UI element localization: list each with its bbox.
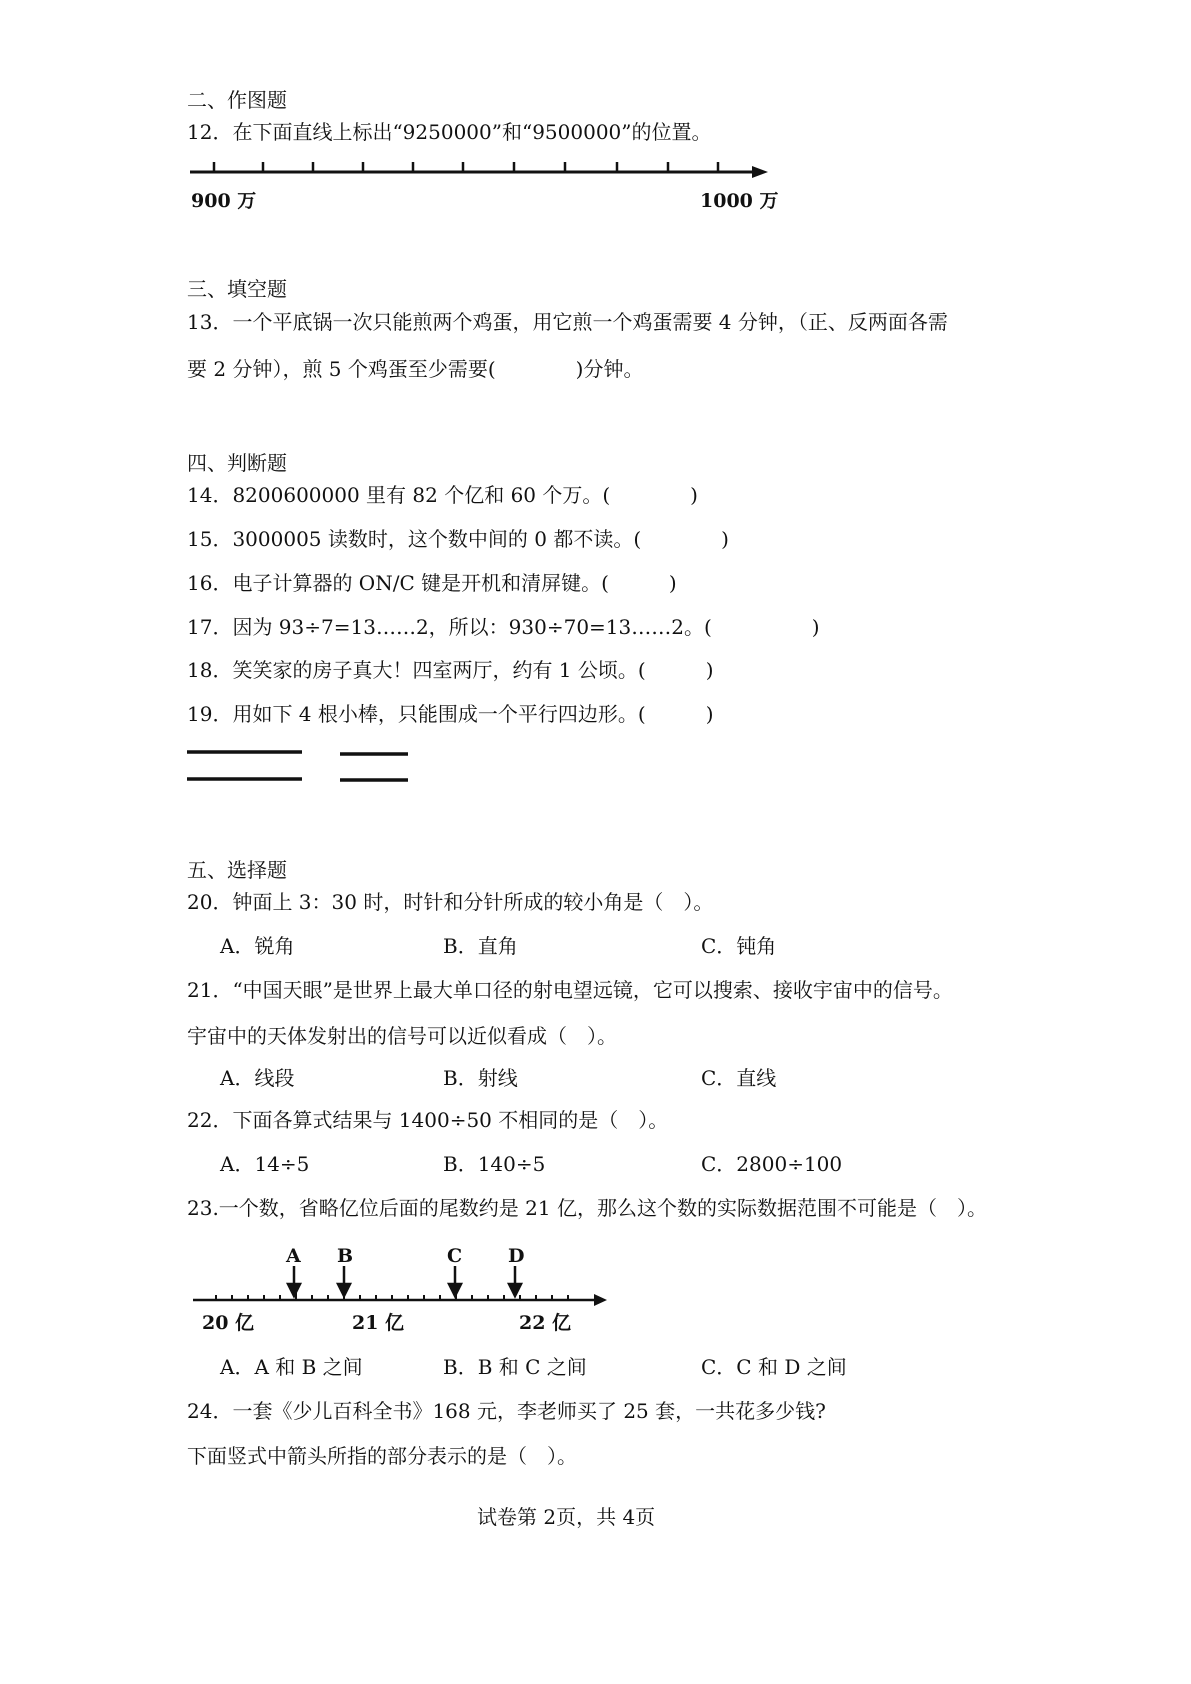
question-13-line1: 13．一个平底锅一次只能煎两个鸡蛋，用它煎一个鸡蛋需要 4 分钟，（正、反两面各需 xyxy=(187,310,948,334)
question-24-line2: 下面竖式中箭头所指的部分表示的是（ ）。 xyxy=(187,1444,577,1468)
numberline-start-label: 900 万 xyxy=(191,190,257,212)
section-heading-fill-blank: 三、填空题 xyxy=(187,277,287,301)
tick-label-22: 22 亿 xyxy=(519,1312,572,1334)
question-21-line2: 宇宙中的天体发射出的信号可以近似看成（ ）。 xyxy=(187,1024,617,1048)
question-17: 17．因为 93÷7=13……2，所以：930÷70=13……2。( ) xyxy=(187,615,820,639)
question-21-line1: 21．“中国天眼”是世界上最大单口径的射电望远镜，它可以搜索、接收宇宙中的信号。 xyxy=(187,978,953,1002)
question-22: 22．下面各算式结果与 1400÷50 不相同的是（ ）。 xyxy=(187,1108,669,1132)
q22-option-b: B．140÷5 xyxy=(443,1152,546,1176)
q20-option-c: C．钝角 xyxy=(701,934,777,958)
tick-label-20: 20 亿 xyxy=(202,1312,255,1334)
arrow-label-a: A xyxy=(286,1245,301,1267)
question-24-line1: 24．一套《少儿百科全书》168 元，李老师买了 25 套，一共花多少钱? xyxy=(187,1399,826,1423)
question-16: 16．电子计算器的 ON/C 键是开机和清屏键。( ) xyxy=(187,571,677,595)
question-23: 23.一个数，省略亿位后面的尾数约是 21 亿，那么这个数的实际数据范围不可能是（ ）。 xyxy=(187,1196,987,1220)
question-19: 19．用如下 4 根小棒，只能围成一个平行四边形。( ) xyxy=(187,702,714,726)
question-18: 18．笑笑家的房子真大！四室两厅，约有 1 公顷。( ) xyxy=(187,658,714,682)
section-heading-drawing: 二、作图题 xyxy=(187,88,287,112)
arrow-label-d: D xyxy=(508,1245,525,1267)
arrow-label-b: B xyxy=(337,1245,354,1267)
arrow-label-c: C xyxy=(447,1245,463,1267)
question-20: 20．钟面上 3：30 时，时针和分针所成的较小角是（ ）。 xyxy=(187,890,714,914)
tick-label-21: 21 亿 xyxy=(352,1312,405,1334)
q23-option-a: A．A 和 B 之间 xyxy=(220,1355,363,1379)
q23-option-c: C．C 和 D 之间 xyxy=(701,1355,847,1379)
section-heading-choice: 五、选择题 xyxy=(187,858,287,882)
question-14: 14．8200600000 里有 82 个亿和 60 个万。( ) xyxy=(187,483,698,507)
q22-option-a: A．14÷5 xyxy=(220,1152,310,1176)
question-15: 15．3000005 读数时，这个数中间的 0 都不读。( ) xyxy=(187,527,729,551)
numberline-end-label: 1000 万 xyxy=(700,190,779,212)
q21-option-a: A．线段 xyxy=(220,1066,295,1090)
q23-option-b: B．B 和 C 之间 xyxy=(443,1355,587,1379)
question-13-line2: 要 2 分钟），煎 5 个鸡蛋至少需要( )分钟。 xyxy=(187,357,644,381)
q20-option-b: B．直角 xyxy=(443,934,518,958)
q21-option-b: B．射线 xyxy=(443,1066,518,1090)
page-footer: 试卷第 2页，共 4页 xyxy=(477,1505,656,1529)
q20-option-a: A．锐角 xyxy=(220,934,295,958)
question-12: 12．在下面直线上标出“9250000”和“9500000”的位置。 xyxy=(187,120,712,144)
section-heading-true-false: 四、判断题 xyxy=(187,451,287,475)
q22-option-c: C．2800÷100 xyxy=(701,1152,843,1176)
q21-option-c: C．直线 xyxy=(701,1066,777,1090)
